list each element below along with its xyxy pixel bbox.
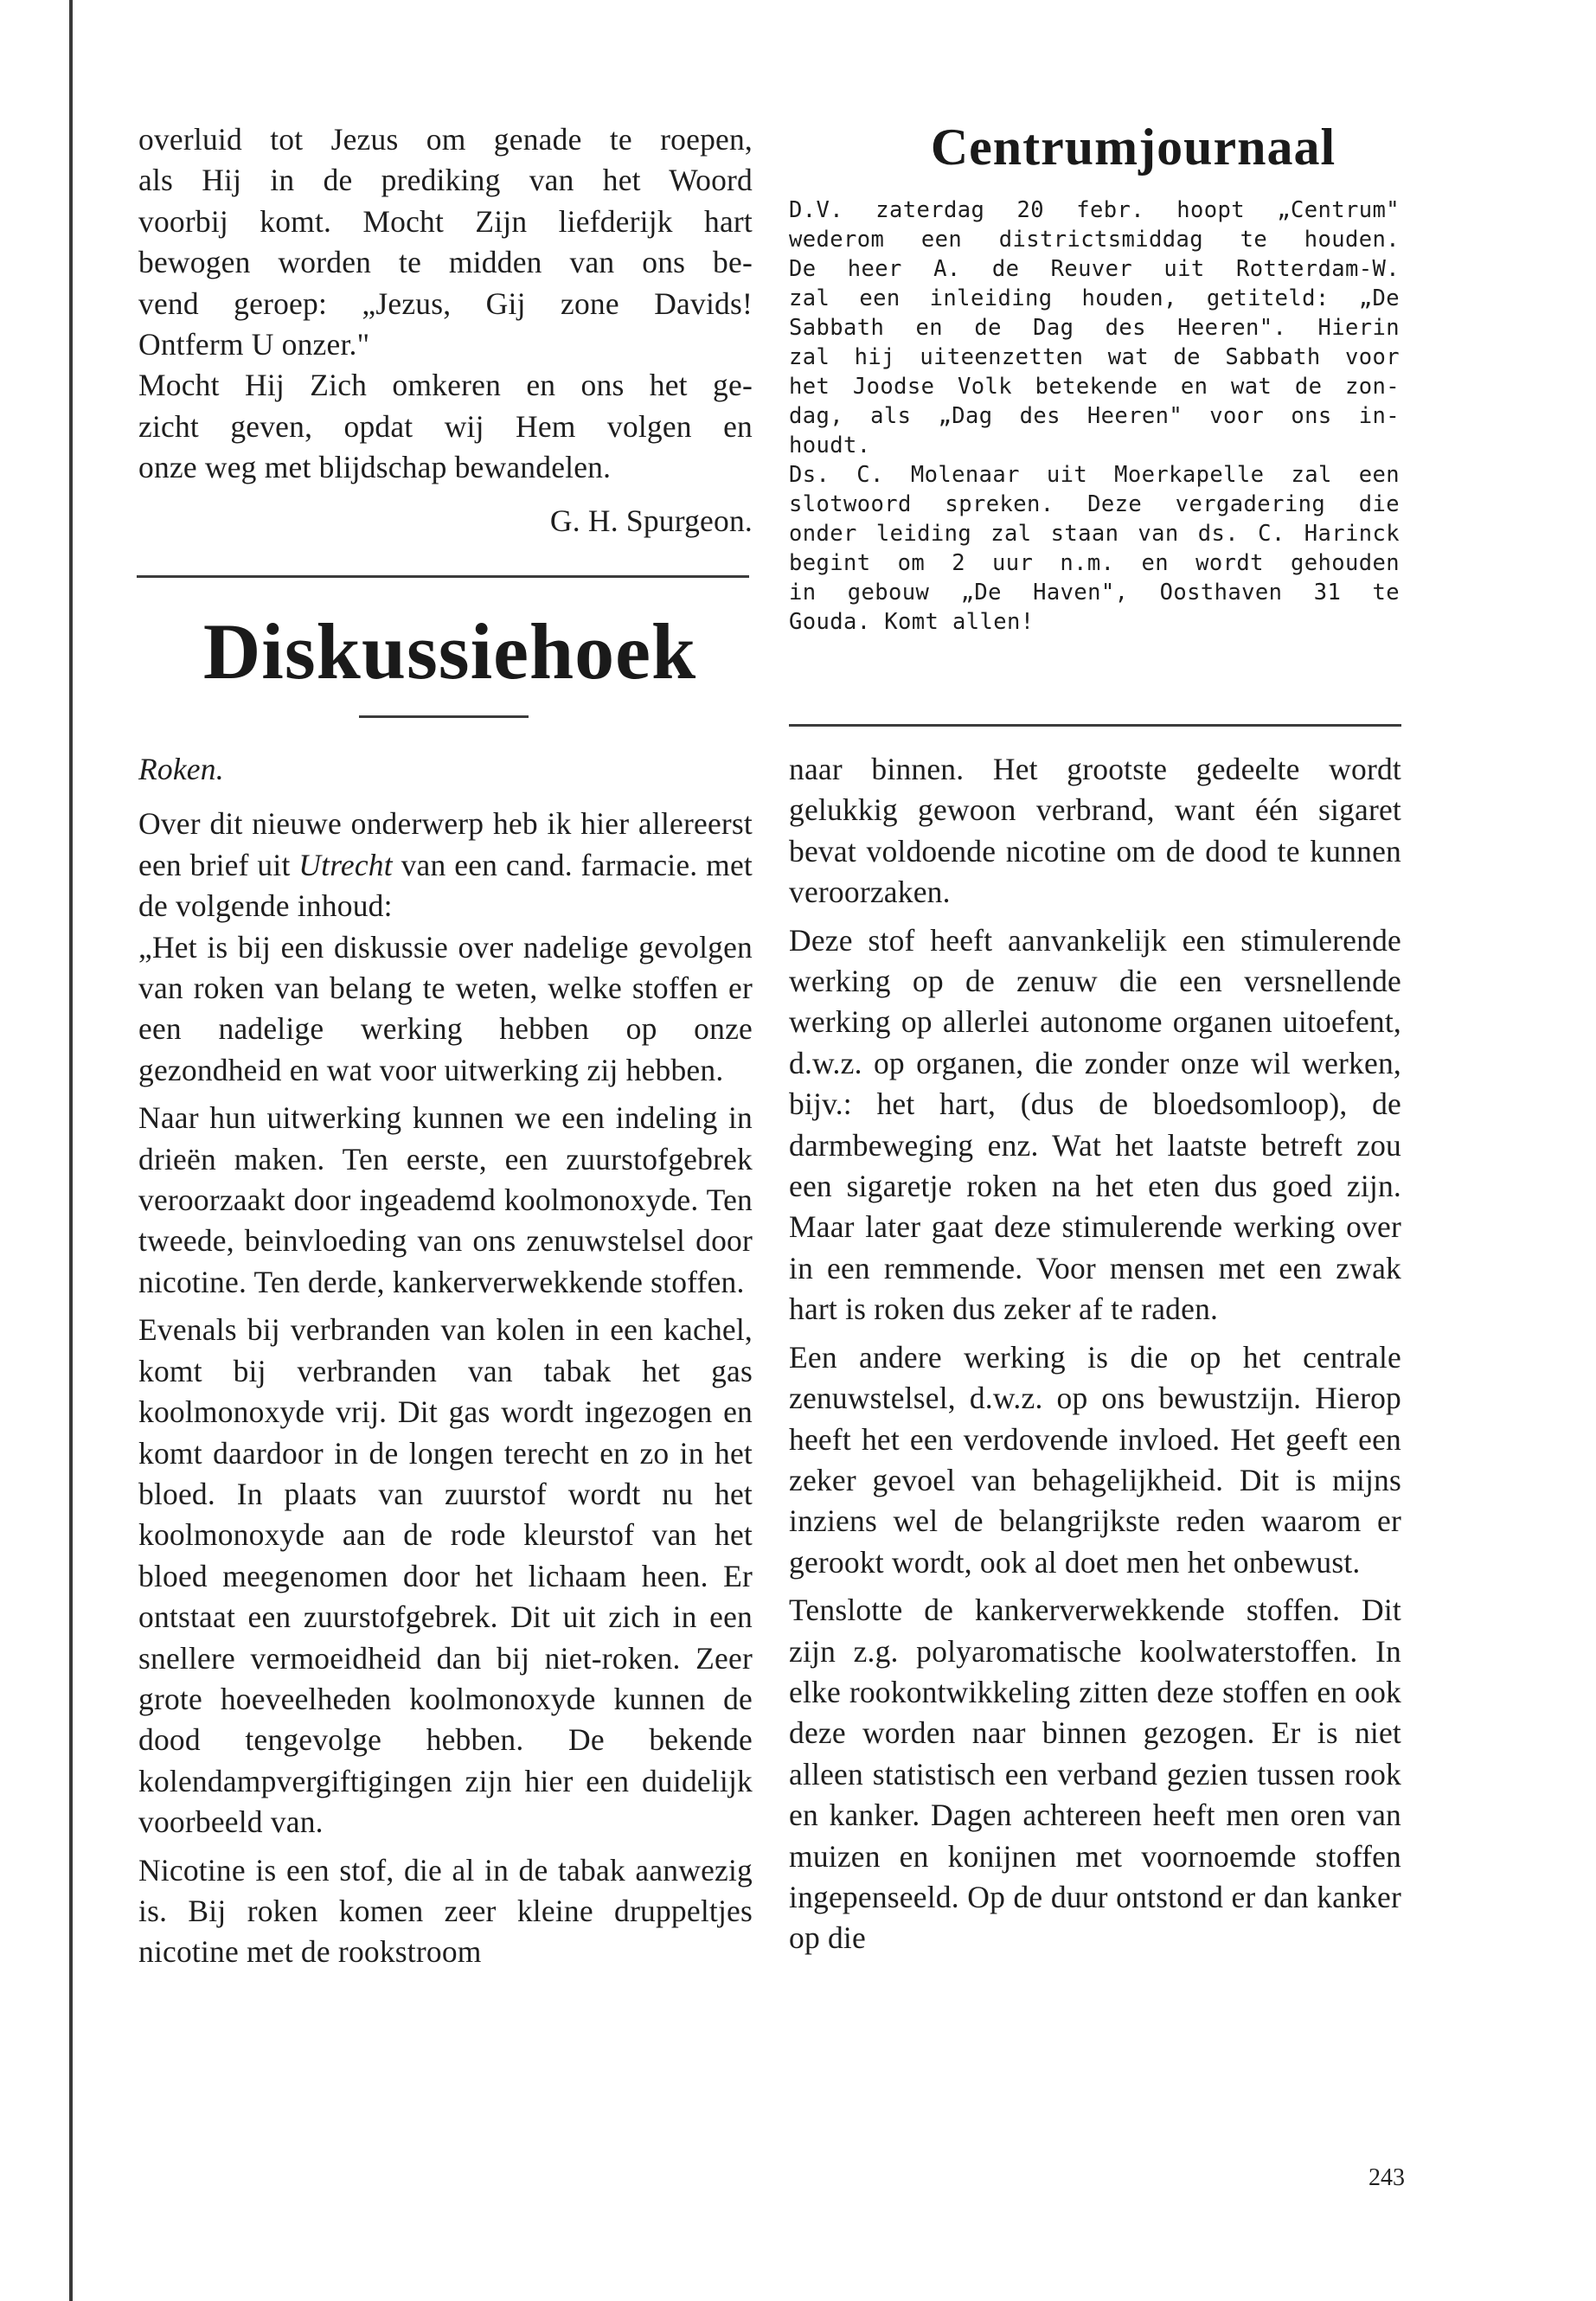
continuation-column xyxy=(138,119,753,542)
page-binding-edge xyxy=(69,0,73,2301)
right-paragraphs xyxy=(789,749,1401,1959)
page-number: 243 xyxy=(1368,2164,1405,2191)
continuation-line: overluid tot Jezus om genade te roepen, xyxy=(138,122,753,157)
centrumjournaal-line: begint om 2 uur n.m. en wordt gehouden xyxy=(789,550,1400,576)
intro-text-before: Over dit nieuwe onderwerp heb ik hier allereerst een brief uit xyxy=(138,806,753,882)
continuation-text xyxy=(138,119,753,489)
section-heading: Roken. xyxy=(138,752,224,786)
paragraph: Tenslotte de kankerverwekkende stoffen. Dit zijn z.g. polyaromatische koolwaterstoffen. In elke rookontwikkeling zitten deze stoffen en ook deze worden naar binnen gezogen. Er is niet alleen statistisch een verband gezien tussen rook en kanker. Dagen achtereen heeft men oren van muizen en konijnen met voornoemde stoffen ingepenseeld. Op de duur ontstond er dan kanker op die xyxy=(789,1593,1401,1956)
centrumjournaal-line: Sabbath en de Dag des Heeren". Hierin xyxy=(789,315,1400,341)
centrumjournaal-line: slotwoord spreken. Deze vergadering die xyxy=(789,491,1400,517)
diskussiehoek-title: Diskussiehoek xyxy=(202,607,697,695)
paragraph: naar binnen. Het grootste gedeelte wordt gelukkig gewoon verbrand, want één sigaret bevat voldoende nicotine om de dood te kunnen veroorzaken. xyxy=(789,752,1401,910)
centrumjournaal-line: De heer A. de Reuver uit Rotterdam-W. xyxy=(789,256,1400,282)
centrumjournaal-line: dag, als „Dag des Heeren" voor ons in- xyxy=(789,403,1400,429)
centrumjournaal-line: houdt. xyxy=(789,433,871,458)
continuation-line: Ontferm U onzer." xyxy=(138,327,370,362)
continuation-line: zicht geven, opdat wij Hem volgen en xyxy=(138,408,753,444)
separator-rule-right xyxy=(789,724,1401,727)
centrumjournaal-line: het Joodse Volk betekende en wat de zon- xyxy=(789,374,1400,400)
continuation-line: onze weg met blijdschap bewandelen. xyxy=(138,450,612,485)
centrumjournaal-line: Ds. C. Molenaar uit Moerkapelle zal een xyxy=(789,462,1400,488)
centrumjournaal-line: onder leiding zal staan van ds. C. Harinck xyxy=(789,521,1400,547)
continuation-line: als Hij in de prediking van het Woord xyxy=(138,163,753,198)
intro-paragraph xyxy=(138,804,753,926)
centrumjournaal-line: zal hij uiteenzetten wat de Sabbath voor xyxy=(789,344,1400,370)
centrumjournaal-line: in gebouw „De Haven", Oosthaven 31 te xyxy=(789,580,1400,606)
centrumjournaal-line: D.V. zaterdag 20 febr. hoopt „Centrum" xyxy=(789,197,1400,223)
intro-text-after: van een cand. farmacie. met de volgende inhoud: xyxy=(138,847,753,924)
paragraph: Evenals bij verbranden van kolen in een kachel, komt bij verbranden van tabak het gas koolmonoxyde vrij. Dit gas wordt ingezogen en komt daardoor in de longen terecht en zo in het bloed. In plaats van zuurstof wordt nu het koolmonoxyde aan de rode kleurstof van het bloed meegenomen door het lichaam heen. Er ontstaat een zuurstofgebrek. Dit uit zich in een snellere vermoeidheid dan bij niet-roken. Zeer grote hoeveelheden koolmonoxyde kunnen de dood tengevolge hebben. De bekende kolendampvergiftigingen zijn hier een duidelijk voorbeeld van. xyxy=(138,1312,753,1840)
signature: G. H. Spurgeon. xyxy=(549,503,753,538)
continuation-line: voorbij komt. Mocht Zijn liefderijk hart xyxy=(138,203,753,239)
continuation-line: Mocht Hij Zich omkeren en ons het ge- xyxy=(138,368,753,403)
centrumjournaal-line: wederom een districtsmiddag te houden. xyxy=(789,227,1400,253)
continuation-line: bewogen worden te midden van ons be- xyxy=(138,245,753,280)
left-paragraphs xyxy=(138,927,753,1973)
article-column-right xyxy=(789,749,1401,1959)
paragraph: Nicotine is een stof, die al in de tabak aanwezig is. Bij roken komen zeer kleine druppeltjes nicotine met de rookstroom xyxy=(138,1852,753,1970)
centrumjournaal-text xyxy=(789,195,1400,637)
centrumjournaal-column xyxy=(789,195,1400,637)
intro-city: Utrecht xyxy=(298,847,393,882)
paragraph: Naar hun uitwerking kunnen we een indeling in drieën maken. Ten eerste, een zuurstofgebrek veroorzaakt door ingeademd koolmonoxyde. Ten tweede, beinvloeding van ons zenuwstelsel door nicotine. Ten derde, kankerverwekkende stoffen. xyxy=(138,1100,753,1299)
paragraph: „Het is bij een diskussie over nadelige gevolgen van roken van belang te weten, welke stoffen er een nadelige werking hebben op onze gezondheid en wat voor uitwerking zij hebben. xyxy=(138,929,753,1087)
separator-rule-left xyxy=(137,575,749,578)
continuation-line: vend geroep: „Jezus, Gij zone Davids! xyxy=(138,285,753,321)
paragraph: Deze stof heeft aanvankelijk een stimulerende werking op de zenuw die een versnellende werking op allerlei autonome organen uitoefent, d.w.z. op organen, die zonder onze wil werken, bijv.: het hart, (dus de bloedsomloop), de darmbeweging enz. Wat het laatste betreft zou een sigaretje roken na het eten dus goed zijn. Maar later gaat deze stimulerende werking over in een remmende. Voor mensen met een zwak hart is roken dus zeker af te raden. xyxy=(789,922,1401,1327)
paragraph: Een andere werking is die op het centrale zenuwstelsel, d.w.z. op ons bewustzijn. Hierop heeft het een verdovende invloed. Het geeft een zeker gevoel van behagelijkheid. Dit is mijns inziens wel de belangrijkste reden waarom er gerookt wordt, ook al doet men het onbewust. xyxy=(789,1339,1401,1580)
centrumjournaal-line: zal een inleiding houden, getiteld: „De xyxy=(789,285,1400,311)
article-column-left xyxy=(138,749,753,1973)
centrumjournaal-title: Centrumjournaal xyxy=(930,119,1336,176)
centrumjournaal-line: Gouda. Komt allen! xyxy=(789,609,1035,635)
title-underline xyxy=(359,715,529,718)
